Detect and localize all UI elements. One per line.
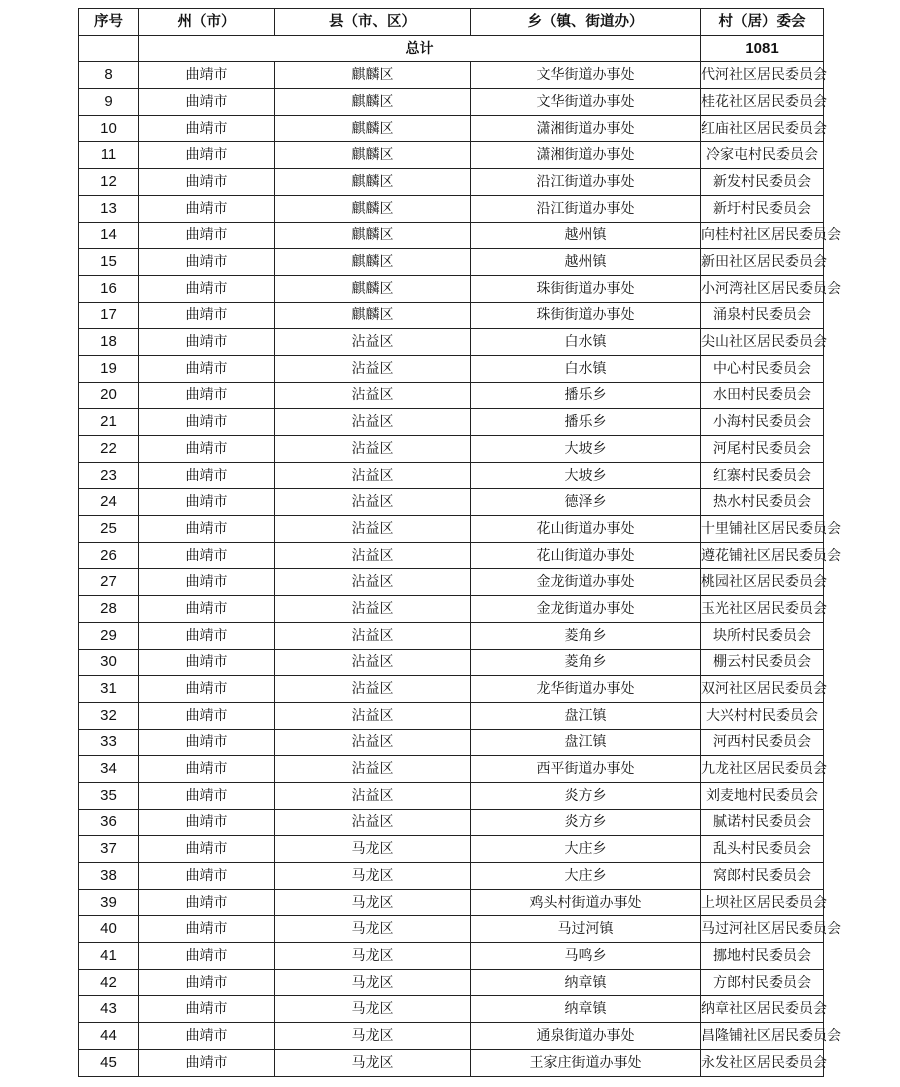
row-township: 文华街道办事处 — [471, 89, 701, 116]
row-committee: 玉光社区居民委员会 — [701, 596, 824, 623]
row-township: 沿江街道办事处 — [471, 169, 701, 196]
row-township: 花山街道办事处 — [471, 542, 701, 569]
row-index: 10 — [79, 115, 139, 142]
row-county: 麒麟区 — [275, 142, 471, 169]
row-prefecture: 曲靖市 — [139, 569, 275, 596]
row-committee: 新圩村民委员会 — [701, 195, 824, 222]
row-county: 马龙区 — [275, 996, 471, 1023]
table-row — [79, 195, 824, 222]
row-committee: 向桂村社区居民委员会 — [701, 222, 824, 249]
table-row — [79, 943, 824, 970]
table-row — [79, 329, 824, 356]
row-index: 28 — [79, 596, 139, 623]
table-row — [79, 409, 824, 436]
row-committee: 块所村民委员会 — [701, 622, 824, 649]
row-index: 27 — [79, 569, 139, 596]
row-prefecture: 曲靖市 — [139, 222, 275, 249]
table-row — [79, 622, 824, 649]
row-index: 17 — [79, 302, 139, 329]
row-county: 麒麟区 — [275, 115, 471, 142]
row-prefecture: 曲靖市 — [139, 916, 275, 943]
table-row — [79, 729, 824, 756]
row-township: 菱角乡 — [471, 622, 701, 649]
row-prefecture: 曲靖市 — [139, 996, 275, 1023]
row-index: 8 — [79, 62, 139, 89]
row-county: 麒麟区 — [275, 222, 471, 249]
row-prefecture: 曲靖市 — [139, 863, 275, 890]
row-prefecture: 曲靖市 — [139, 969, 275, 996]
row-index: 32 — [79, 702, 139, 729]
table-row — [79, 462, 824, 489]
table-row — [79, 169, 824, 196]
row-index: 26 — [79, 542, 139, 569]
row-county: 沾益区 — [275, 729, 471, 756]
row-county: 马龙区 — [275, 916, 471, 943]
row-prefecture: 曲靖市 — [139, 355, 275, 382]
header-county: 县（市、区） — [275, 9, 471, 36]
row-prefecture: 曲靖市 — [139, 62, 275, 89]
row-committee: 冷家屯村民委员会 — [701, 142, 824, 169]
row-county: 沾益区 — [275, 569, 471, 596]
row-index: 19 — [79, 355, 139, 382]
row-county: 沾益区 — [275, 436, 471, 463]
row-township: 白水镇 — [471, 329, 701, 356]
row-committee: 上坝社区居民委员会 — [701, 889, 824, 916]
table-row — [79, 542, 824, 569]
row-committee: 大兴村村民委员会 — [701, 702, 824, 729]
row-county: 沾益区 — [275, 409, 471, 436]
table-row — [79, 969, 824, 996]
row-index: 34 — [79, 756, 139, 783]
row-index: 37 — [79, 836, 139, 863]
row-index: 43 — [79, 996, 139, 1023]
header-row — [79, 9, 824, 36]
row-index: 25 — [79, 516, 139, 543]
row-committee: 水田村民委员会 — [701, 382, 824, 409]
row-township: 花山街道办事处 — [471, 516, 701, 543]
table-row — [79, 489, 824, 516]
row-committee: 纳章社区居民委员会 — [701, 996, 824, 1023]
row-committee: 小河湾社区居民委员会 — [701, 275, 824, 302]
row-committee: 河西村民委员会 — [701, 729, 824, 756]
table-row — [79, 569, 824, 596]
row-county: 马龙区 — [275, 1023, 471, 1050]
row-index: 15 — [79, 249, 139, 276]
table-row — [79, 436, 824, 463]
table-row — [79, 1023, 824, 1050]
row-committee: 遵花铺社区居民委员会 — [701, 542, 824, 569]
row-index: 18 — [79, 329, 139, 356]
row-township: 西平街道办事处 — [471, 756, 701, 783]
row-county: 麒麟区 — [275, 249, 471, 276]
row-county: 沾益区 — [275, 676, 471, 703]
row-county: 沾益区 — [275, 382, 471, 409]
row-committee: 窝郎村民委员会 — [701, 863, 824, 890]
row-township: 纳章镇 — [471, 969, 701, 996]
row-committee: 永发社区居民委员会 — [701, 1049, 824, 1076]
table-row — [79, 62, 824, 89]
table-row — [79, 142, 824, 169]
row-prefecture: 曲靖市 — [139, 649, 275, 676]
table-row — [79, 809, 824, 836]
row-committee: 方郎村民委员会 — [701, 969, 824, 996]
row-index: 23 — [79, 462, 139, 489]
row-index: 35 — [79, 782, 139, 809]
row-prefecture: 曲靖市 — [139, 756, 275, 783]
row-index: 14 — [79, 222, 139, 249]
row-county: 马龙区 — [275, 863, 471, 890]
table-row — [79, 115, 824, 142]
row-prefecture: 曲靖市 — [139, 329, 275, 356]
total-label: 总计 — [139, 35, 701, 62]
total-value: 1081 — [701, 35, 824, 62]
row-township: 金龙街道办事处 — [471, 569, 701, 596]
row-township: 大庄乡 — [471, 836, 701, 863]
row-index: 20 — [79, 382, 139, 409]
row-committee: 红庙社区居民委员会 — [701, 115, 824, 142]
row-prefecture: 曲靖市 — [139, 702, 275, 729]
row-county: 沾益区 — [275, 756, 471, 783]
row-township: 潇湘街道办事处 — [471, 115, 701, 142]
row-township: 播乐乡 — [471, 382, 701, 409]
total-blank — [79, 35, 139, 62]
row-prefecture: 曲靖市 — [139, 943, 275, 970]
row-committee: 桃园社区居民委员会 — [701, 569, 824, 596]
table-row — [79, 89, 824, 116]
row-county: 沾益区 — [275, 596, 471, 623]
row-index: 42 — [79, 969, 139, 996]
row-committee: 涌泉村民委员会 — [701, 302, 824, 329]
row-township: 大坡乡 — [471, 462, 701, 489]
row-county: 沾益区 — [275, 489, 471, 516]
row-prefecture: 曲靖市 — [139, 436, 275, 463]
row-prefecture: 曲靖市 — [139, 596, 275, 623]
row-index: 21 — [79, 409, 139, 436]
header-committee: 村（居）委会 — [701, 9, 824, 36]
row-prefecture: 曲靖市 — [139, 542, 275, 569]
row-committee: 十里铺社区居民委员会 — [701, 516, 824, 543]
row-township: 盘江镇 — [471, 729, 701, 756]
row-committee: 新田社区居民委员会 — [701, 249, 824, 276]
row-county: 麒麟区 — [275, 169, 471, 196]
table-row — [79, 863, 824, 890]
row-county: 沾益区 — [275, 622, 471, 649]
row-township: 炎方乡 — [471, 809, 701, 836]
row-county: 麒麟区 — [275, 302, 471, 329]
row-committee: 棚云村民委员会 — [701, 649, 824, 676]
row-index: 24 — [79, 489, 139, 516]
row-township: 金龙街道办事处 — [471, 596, 701, 623]
row-prefecture: 曲靖市 — [139, 249, 275, 276]
row-prefecture: 曲靖市 — [139, 622, 275, 649]
table-row — [79, 302, 824, 329]
row-index: 13 — [79, 195, 139, 222]
table-row — [79, 916, 824, 943]
row-prefecture: 曲靖市 — [139, 409, 275, 436]
row-township: 潇湘街道办事处 — [471, 142, 701, 169]
row-committee: 刘麦地村民委员会 — [701, 782, 824, 809]
row-committee: 代河社区居民委员会 — [701, 62, 824, 89]
row-county: 马龙区 — [275, 969, 471, 996]
table-row — [79, 702, 824, 729]
row-prefecture: 曲靖市 — [139, 169, 275, 196]
row-index: 22 — [79, 436, 139, 463]
row-county: 沾益区 — [275, 542, 471, 569]
row-committee: 河尾村民委员会 — [701, 436, 824, 463]
row-committee: 新发村民委员会 — [701, 169, 824, 196]
header-index: 序号 — [79, 9, 139, 36]
row-county: 沾益区 — [275, 329, 471, 356]
table-row — [79, 222, 824, 249]
table-row — [79, 516, 824, 543]
header-prefecture: 州（市） — [139, 9, 275, 36]
row-county: 沾益区 — [275, 649, 471, 676]
row-prefecture: 曲靖市 — [139, 1049, 275, 1076]
row-prefecture: 曲靖市 — [139, 782, 275, 809]
table-row — [79, 596, 824, 623]
row-prefecture: 曲靖市 — [139, 836, 275, 863]
row-prefecture: 曲靖市 — [139, 676, 275, 703]
row-township: 文华街道办事处 — [471, 62, 701, 89]
total-row — [79, 35, 824, 62]
row-index: 33 — [79, 729, 139, 756]
row-county: 马龙区 — [275, 1049, 471, 1076]
row-prefecture: 曲靖市 — [139, 1023, 275, 1050]
row-prefecture: 曲靖市 — [139, 142, 275, 169]
row-township: 大庄乡 — [471, 863, 701, 890]
table-row — [79, 889, 824, 916]
row-index: 38 — [79, 863, 139, 890]
row-township: 越州镇 — [471, 249, 701, 276]
row-prefecture: 曲靖市 — [139, 275, 275, 302]
row-committee: 马过河社区居民委员会 — [701, 916, 824, 943]
row-township: 纳章镇 — [471, 996, 701, 1023]
row-committee: 九龙社区居民委员会 — [701, 756, 824, 783]
row-committee: 昌隆铺社区居民委员会 — [701, 1023, 824, 1050]
row-committee: 桂花社区居民委员会 — [701, 89, 824, 116]
row-prefecture: 曲靖市 — [139, 89, 275, 116]
row-committee: 热水村民委员会 — [701, 489, 824, 516]
row-county: 沾益区 — [275, 702, 471, 729]
row-prefecture: 曲靖市 — [139, 462, 275, 489]
row-county: 麒麟区 — [275, 62, 471, 89]
row-township: 王家庄街道办事处 — [471, 1049, 701, 1076]
row-committee: 中心村民委员会 — [701, 355, 824, 382]
row-index: 44 — [79, 1023, 139, 1050]
row-county: 沾益区 — [275, 462, 471, 489]
table-row — [79, 275, 824, 302]
table-row — [79, 355, 824, 382]
row-index: 30 — [79, 649, 139, 676]
row-township: 马鸣乡 — [471, 943, 701, 970]
row-index: 16 — [79, 275, 139, 302]
row-committee: 小海村民委员会 — [701, 409, 824, 436]
row-index: 36 — [79, 809, 139, 836]
row-index: 31 — [79, 676, 139, 703]
row-county: 沾益区 — [275, 782, 471, 809]
row-township: 炎方乡 — [471, 782, 701, 809]
table-row — [79, 1049, 824, 1076]
row-committee: 腻诺村民委员会 — [701, 809, 824, 836]
row-township: 菱角乡 — [471, 649, 701, 676]
row-county: 马龙区 — [275, 943, 471, 970]
row-committee: 乱头村民委员会 — [701, 836, 824, 863]
table-row — [79, 782, 824, 809]
row-county: 马龙区 — [275, 836, 471, 863]
table-row — [79, 996, 824, 1023]
header-township: 乡（镇、街道办） — [471, 9, 701, 36]
table-row — [79, 756, 824, 783]
row-county: 沾益区 — [275, 809, 471, 836]
row-index: 39 — [79, 889, 139, 916]
row-township: 越州镇 — [471, 222, 701, 249]
row-township: 鸡头村街道办事处 — [471, 889, 701, 916]
row-committee: 尖山社区居民委员会 — [701, 329, 824, 356]
table-row — [79, 649, 824, 676]
row-township: 白水镇 — [471, 355, 701, 382]
row-township: 珠街街道办事处 — [471, 302, 701, 329]
row-index: 45 — [79, 1049, 139, 1076]
row-township: 珠街街道办事处 — [471, 275, 701, 302]
row-county: 沾益区 — [275, 355, 471, 382]
row-index: 9 — [79, 89, 139, 116]
row-township: 沿江街道办事处 — [471, 195, 701, 222]
row-township: 马过河镇 — [471, 916, 701, 943]
row-committee: 双河社区居民委员会 — [701, 676, 824, 703]
row-prefecture: 曲靖市 — [139, 809, 275, 836]
row-committee: 挪地村民委员会 — [701, 943, 824, 970]
row-index: 29 — [79, 622, 139, 649]
row-index: 41 — [79, 943, 139, 970]
row-township: 大坡乡 — [471, 436, 701, 463]
row-index: 40 — [79, 916, 139, 943]
row-prefecture: 曲靖市 — [139, 516, 275, 543]
row-prefecture: 曲靖市 — [139, 302, 275, 329]
table-row — [79, 249, 824, 276]
row-county: 麒麟区 — [275, 275, 471, 302]
row-township: 德泽乡 — [471, 489, 701, 516]
table-row — [79, 836, 824, 863]
row-county: 沾益区 — [275, 516, 471, 543]
village-committee-table — [78, 8, 841, 1077]
row-county: 麒麟区 — [275, 89, 471, 116]
row-prefecture: 曲靖市 — [139, 729, 275, 756]
row-committee: 红寨村民委员会 — [701, 462, 824, 489]
row-township: 龙华街道办事处 — [471, 676, 701, 703]
table-row — [79, 382, 824, 409]
row-index: 12 — [79, 169, 139, 196]
row-township: 播乐乡 — [471, 409, 701, 436]
row-prefecture: 曲靖市 — [139, 382, 275, 409]
row-county: 马龙区 — [275, 889, 471, 916]
table-row — [79, 676, 824, 703]
row-prefecture: 曲靖市 — [139, 489, 275, 516]
row-township: 通泉街道办事处 — [471, 1023, 701, 1050]
row-township: 盘江镇 — [471, 702, 701, 729]
row-prefecture: 曲靖市 — [139, 889, 275, 916]
row-prefecture: 曲靖市 — [139, 115, 275, 142]
row-index: 11 — [79, 142, 139, 169]
row-prefecture: 曲靖市 — [139, 195, 275, 222]
row-county: 麒麟区 — [275, 195, 471, 222]
